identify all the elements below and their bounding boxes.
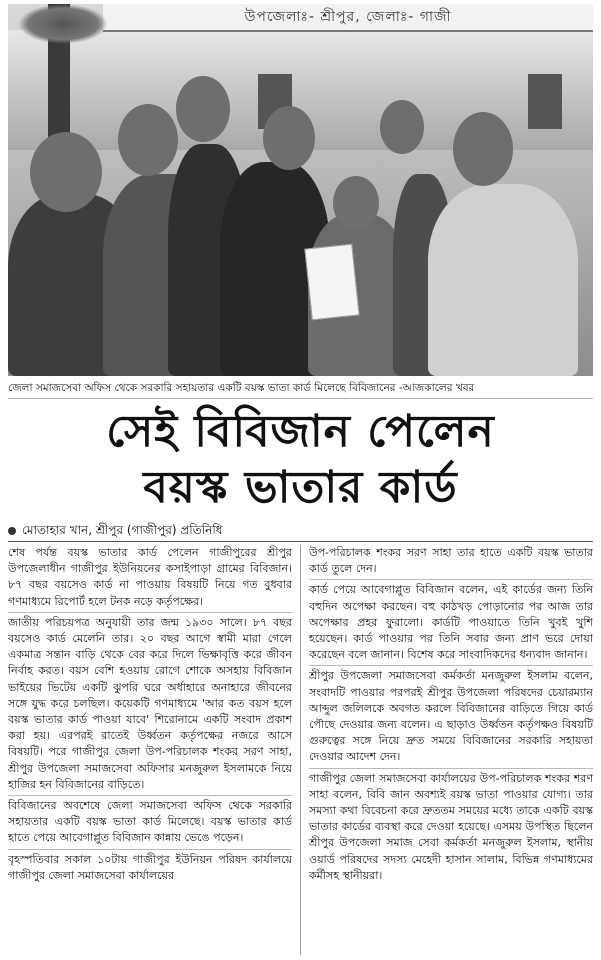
headline xyxy=(0,404,601,516)
photo-person-head xyxy=(380,100,424,154)
headline-line-2: বয়স্ক ভাতার কার্ড xyxy=(143,462,458,513)
column-divider xyxy=(300,545,301,955)
photo-sign: উপজেলাঃ- শ্রীপুর, জেলাঃ- গাজী xyxy=(103,4,593,32)
byline-text: মোতাহার খান, শ্রীপুর (গাজীপুর) প্রতিনিধি xyxy=(22,523,223,537)
paragraph: গাজীপুর জেলা সমাজসেবা কার্যালয়ের উপ-পরিচালক শংকর শরণ সাহা বলেন, বিবি জান অবশ্যই বয়স্ক ভাতা পাওয়ার যোগ্য। তার সমস্যা কথা বিবেচনা করে দ্রুততম সময়ের মধ্যে তাকে একটি বয়স্ক ভাতার কার্ডের ব্যবস্থা করে দেওয়া হয়েছে। এসময় উপস্থিত ছিলেন শ্রীপুর উপজেলা সমাজ সেবা কর্মকর্তা মনজুরুল ইসলাম, স্থানীয় ওয়ার্ড পরিষদের সদস্য মেহেদী হাসান সালাম, বিভিন্ন গণমাধ্যমের কর্মীসহ স্থানীয়রা। xyxy=(308,771,593,882)
photo-person-head xyxy=(333,176,379,230)
paragraph-divider xyxy=(309,768,593,769)
paragraph: বিবিজানের অবশেষে জেলা সমাজসেবা অফিস থেকে সরকারি সহায়তার একটি বয়স্ক ভাতা কার্ড মিলেছে। বয়স্ক ভাতার কার্ড হাতে পেয়ে আবেগাপ্লুত বিবিজান কান্নায় ভেঙে পড়েন। xyxy=(8,799,292,845)
paragraph: শ্রীপুর উপজেলা সমাজসেবা কর্মকর্তা মনজুরুল ইসলাম বলেন, সংবাদটি পাওয়ার পরপরই শ্রীপুর উপজেলা পরিষদের চেয়ারম্যান আব্দুল জলিলকে অবগত করলে বিবিজানের বাড়িতে গিয়ে কার্ড পৌছে দেওয়ার জন্য বলেন। এ ছাড়াও উর্ধ্বতন কর্তৃপক্ষও বিষয়টি গুরুত্বের সঙ্গে নিয়ে দ্রুত সময়ে বিবিজানের সরকারি সহায়তা দেওয়ার আদেশ দেন। xyxy=(308,669,593,764)
photo-person-head xyxy=(118,104,178,176)
photo-person-head xyxy=(30,132,102,212)
section-divider xyxy=(8,541,593,542)
article-column-right xyxy=(309,545,593,955)
paragraph-divider xyxy=(8,795,292,796)
headline-line-1: সেই বিবিজান পেলেন xyxy=(106,406,495,457)
photo-person-head xyxy=(453,112,513,186)
article-column-left xyxy=(8,545,292,955)
news-photo xyxy=(8,4,593,376)
paragraph-divider xyxy=(309,579,593,580)
paragraph-divider xyxy=(8,612,292,613)
photo-allowance-card xyxy=(304,244,359,321)
paragraph: উপ-পরিচালক শংকর সরণ সাহা তার হাতে একটি বয়স্ক ভাতার কার্ড তুলে দেন। xyxy=(308,546,593,576)
photo-person-head xyxy=(176,76,230,142)
photo-person-head xyxy=(263,106,315,170)
paragraph: বৃহস্পতিবার সকাল ১০টায় গাজীপুর ইউনিয়ন পরিষদ কার্যালয়ে গাজীপুর জেলা সমাজসেবা কার্যালয়ের xyxy=(8,852,292,882)
photo-person xyxy=(428,184,578,376)
paragraph-divider xyxy=(8,849,292,850)
byline xyxy=(8,521,593,539)
photo-window xyxy=(528,74,562,129)
photo-caption: জেলা সমাজসেবা অফিস থেকে সরকারি সহায়তার একটি বয়স্ক ভাতা কার্ড মিলেছে বিবিজানের -আজকালের খবর xyxy=(8,378,593,399)
paragraph-divider xyxy=(309,665,593,666)
bullet-icon xyxy=(8,527,16,535)
paragraph: কার্ড পেয়ে আবেগাপ্লুত বিবিজান বলেন, এই কার্ডের জন্য তিনি বহুদিন অপেক্ষা করছেন। বহু কাঠখড় পোড়ানোর পর আজ তার অপেক্ষার প্রহর ফুরালো। কার্ডটি পাওয়াতে তিনি খুবই খুশি হয়েছেন। কার্ড পাওয়ার পর তিনি সবার জন্য প্রাণ ভরে দোয়া করেছেন বলে জানান। বিশেষ করে সাংবাদিকদের ধন্যবাদ জানান। xyxy=(308,583,593,662)
photo-palm xyxy=(18,4,108,44)
article-body xyxy=(8,545,593,955)
paragraph: শেষ পর্যন্ত বয়স্ক ভাতার কার্ড পেলেন গাজীপুরের শ্রীপুর উপজেলাধীন গাজীপুর ইউনিয়নের কসাইপাড়া গ্রামের বিবিজান। ৮৭ বছর বয়সেও কার্ড না পাওয়ায় বিষয়টি নিয়ে গত বুধবার গণমাধ্যমে রিপোর্ট হলে টনক নড়ে কর্তৃপক্ষের। xyxy=(8,546,292,608)
paragraph: জাতীয় পরিচয়পত্র অনুযায়ী তার জন্ম ১৯৩০ সালে। ৮৭ বছর বয়সেও কার্ড মেলেনি তার। ২০ বছর আগে স্বামী মারা গেলে একমাত্র সন্তান বাড়ি থেকে বের করে দিলে ভিক্ষাবৃত্তি করে জীবন নির্বাহ করত। বয়স বেশি হওয়ায় রোগে শোকে অসহায় বিবিজান ভাইয়ের ভিটেয় একটি ঝুপরি ঘরে অর্ধাহারে অনাহারে জীবনের সঙ্গে যুদ্ধ করে চলছিল। কয়েকটি গণমাধ্যমে 'আর কত বয়স হলে বয়স্ক ভাতার কার্ড পাওয়া যাবে' শিরোনামে একটি সংবাদ প্রকাশ করা হয়। এরপরই রাতেই উর্ধ্বতন কর্তৃপক্ষের নজরে আসে বিষয়টি। পরে গাজীপুর জেলা উপ-পরিচালক শংকর সরণ সাহা, শ্রীপুর উপজেলা সমাজসেবা অফিসার মনজুরুল ইসলামকে নিয়ে হাজির হন বিবিজানের বাড়িতে। xyxy=(8,615,292,791)
